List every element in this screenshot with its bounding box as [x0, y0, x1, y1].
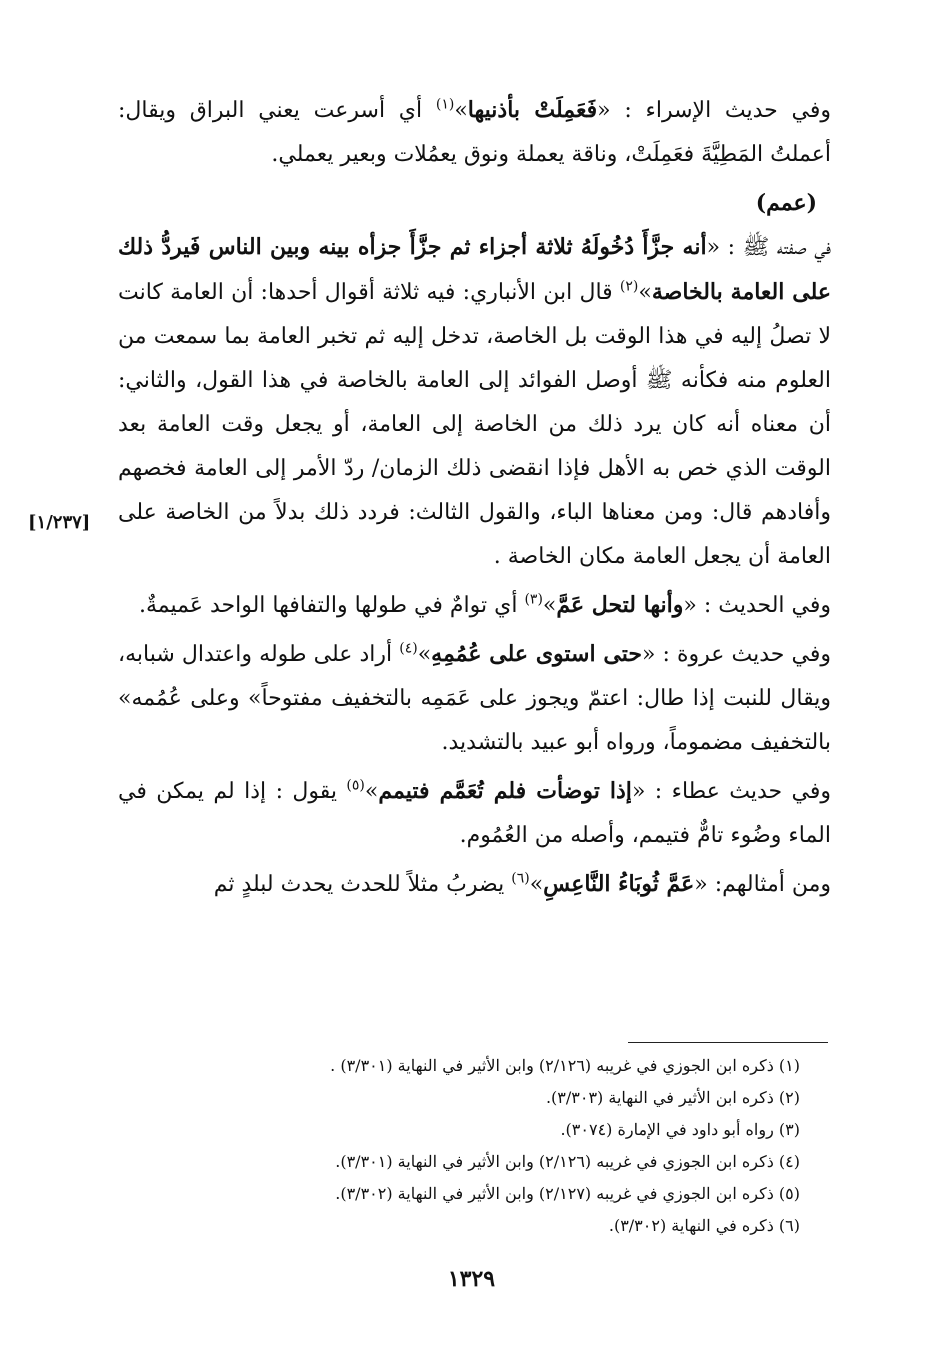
- paragraph-sifa: [118, 225, 831, 579]
- paragraph-text: وفي حديث عطاء : «: [631, 779, 832, 804]
- paragraph-ata: [118, 769, 831, 858]
- footnote-item: (١) ذكره ابن الجوزي في غريبه (٢/١٢٦) وابن الأثير في النهاية (٣/٣٠١) .: [330, 1056, 800, 1075]
- section-heading: (عمم): [755, 190, 817, 216]
- footnote-marker: (٤): [399, 640, 418, 657]
- hadith-quote: إذا توضأت فلم تُعَمَّم فتيمم: [378, 778, 632, 804]
- quote-close: »: [638, 280, 652, 305]
- footnote-marker: (٦): [511, 870, 530, 887]
- paragraph-isra: [118, 88, 831, 177]
- quote-close: »: [454, 98, 468, 123]
- paragraph-text: وفي الحديث : «: [683, 593, 831, 618]
- quote-close: »: [542, 593, 557, 618]
- paragraph-urwa: [118, 632, 831, 765]
- quote-close: »: [364, 779, 379, 804]
- paragraph-text: وفي حديث الإسراء : «: [597, 98, 831, 123]
- paragraph-text: يضربُ مثلاً للحدث يحدث لبلدٍ ثم: [213, 872, 512, 897]
- quote-close: »: [417, 642, 432, 667]
- paragraph-text: في صفته ﷺ : «: [706, 235, 831, 260]
- paragraph-text: أي توامٌ في طولها والتفافها الواحد عَميمةٌ.: [138, 593, 525, 618]
- hadith-quote: عَمَّ ثُوبَاءُ النَّاعِسِ: [543, 871, 695, 897]
- paragraph-hadith-amm: [118, 583, 831, 628]
- quote-close: »: [529, 872, 544, 897]
- hadith-quote: أنه جزَّأَ دُخُولَهُ ثلاثة أجزاء ثم جزَّأَ جزأه بينه وبين الناس فَيردُّ ذلك على العامة بالخاصة: [118, 234, 831, 305]
- paragraph-text: وفي حديث عروة : «: [641, 642, 831, 667]
- margin-page-reference: [١/٢٣٧]: [28, 512, 91, 533]
- hadith-quote: حتى استوى على عُمُمِهِ: [431, 641, 642, 667]
- footnote-item: (٣) رواه أبو داود في الإمارة (٣٠٧٤).: [560, 1120, 800, 1139]
- hadith-quote: فَعَمِلَتْ بأذنيها: [467, 97, 598, 123]
- footnote-marker: (١): [435, 96, 455, 113]
- footnote-item: (٥) ذكره ابن الجوزي في غريبه (٢/١٢٧) وابن الأثير في النهاية (٣/٣٠٢).: [335, 1184, 800, 1203]
- footnote-item: (٢) ذكره ابن الأثير في النهاية (٣/٣٠٣).: [545, 1088, 800, 1107]
- footnotes: [200, 1050, 800, 1242]
- footnote-marker: (٥): [346, 777, 365, 794]
- footnote-item: (٤) ذكره ابن الجوزي في غريبه (٢/١٢٦) وابن الأثير في النهاية (٣/٣٠١).: [335, 1152, 800, 1171]
- page-number: ١٣٢٩: [447, 1266, 496, 1292]
- paragraph-text: ومن أمثالهم: «: [694, 872, 831, 897]
- paragraph-text: أي أسرعت يعني البراق ويقال: أعملتُ المَطِيَّةَ فعَمِلَتْ، وناقة يعملة ونوق يعمُلات وبعير يعملي.: [118, 98, 831, 167]
- paragraph-text: قال ابن الأنباري: فيه ثلاثة أقوال أحدها: أن العامة كانت لا تصلُ إليه في هذا الوقت بل الخاصة، تدخل إليه ثم تخبر العامة بما سمعت من العلوم منه فكأنه ﷺ أوصل الفوائد إلى العامة بالخاصة في هذا القول، والثاني: أن معناه أنه كان يرد ذلك من الخاصة إلى العامة، أو يجعل وقت العامة بعد الوقت الذي خص به الأهل فإذا انقضى ذلك الزمان/ ردّ الأمر إلى العامة فخصهم وأفادهم قال: ومن معناها الباء، والقول الثالث: فردد ذلك بدلاً من الخاصة على العامة أن يجعل العامة مكان الخاصة .: [118, 280, 831, 569]
- paragraph-text: يقول : إذا لم يمكن في الماء وضُوء تامٌّ فتيمم، وأصله من العُمُوم.: [118, 779, 831, 848]
- footnote-marker: (٣): [524, 591, 543, 608]
- footnote-item: (٦) ذكره في النهاية (٣/٣٠٢).: [608, 1216, 800, 1235]
- main-text: [118, 88, 831, 911]
- paragraph-proverb: [118, 862, 831, 907]
- footnote-marker: (٢): [619, 278, 639, 295]
- footnote-divider: [628, 1042, 828, 1043]
- paragraph-text: أراد على طوله واعتدال شبابه، ويقال للنبت إذا طال: اعتمّ ويجوز على عَمَمِه بالتخفيف مفتوحاً» وعلى عُمُمه» بالتخفيف مضموماً، ورواه أبو عبيد بالتشديد.: [118, 642, 831, 755]
- hadith-quote: وأنها لتحل عَمَّ: [556, 592, 684, 618]
